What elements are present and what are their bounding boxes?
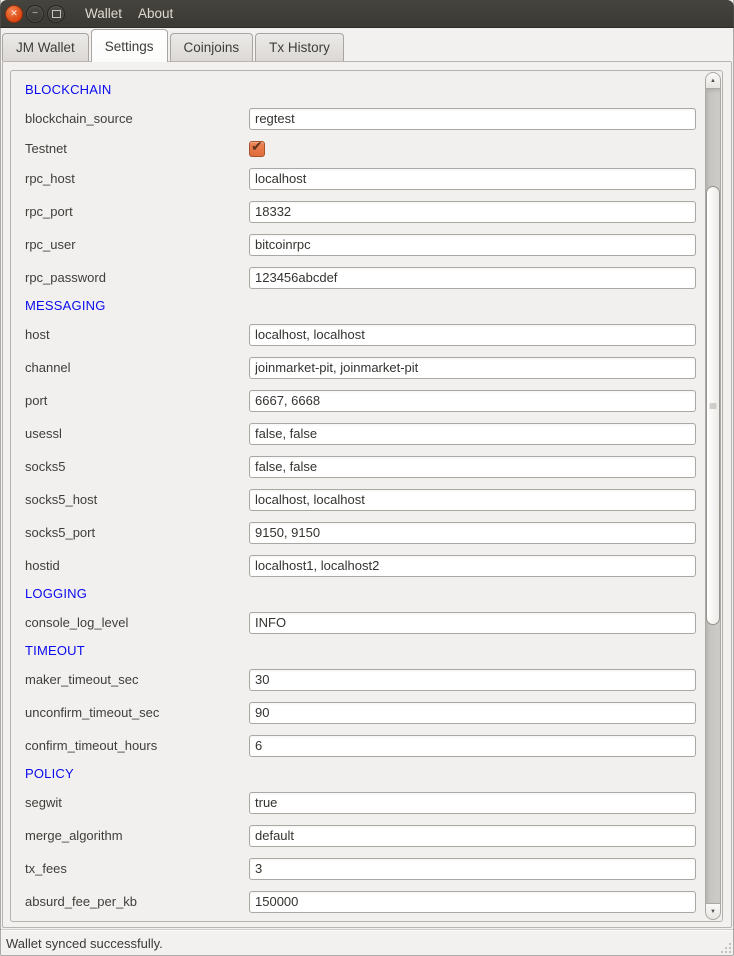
form-row-blockchain-source (11, 102, 704, 135)
form-row-testnet (11, 135, 704, 162)
form-row-rpc-user (11, 228, 704, 261)
titlebar (0, 0, 734, 28)
rpc-port-input[interactable] (249, 201, 696, 223)
form-row-maker-timeout-sec (11, 663, 704, 696)
tx-fees-label: tx_fees (25, 861, 67, 876)
absurd-fee-per-kb-input[interactable] (249, 891, 696, 913)
form-row-rpc-password (11, 261, 704, 294)
form-row-usessl (11, 417, 704, 450)
tab-label: Settings (104, 38, 154, 54)
scrollbar-up-button[interactable] (705, 72, 721, 89)
absurd-fee-per-kb-label: absurd_fee_per_kb (25, 894, 138, 909)
section-title-messaging: MESSAGING (25, 298, 106, 313)
socks5-input[interactable] (249, 456, 696, 478)
form-row-absurd-fee-per-kb (11, 885, 704, 918)
rpc-user-input[interactable] (249, 234, 696, 256)
form-row-host (11, 318, 704, 351)
confirm-timeout-hours-label: confirm_timeout_hours (25, 738, 158, 753)
section-title-timeout: TIMEOUT (25, 643, 85, 658)
form-row-segwit (11, 786, 704, 819)
scrollbar-thumb[interactable] (706, 186, 720, 625)
blockchain-source-input[interactable] (249, 108, 696, 130)
maximize-button[interactable] (47, 5, 65, 23)
testnet-label: Testnet (25, 141, 67, 156)
form-row-tx-fees (11, 852, 704, 885)
section-title-policy: POLICY (25, 766, 74, 781)
section-title-logging: LOGGING (25, 586, 88, 601)
rpc-password-label: rpc_password (25, 270, 106, 285)
form-row-hostid (11, 549, 704, 582)
check-icon: ✔ (251, 137, 263, 154)
close-button[interactable] (5, 5, 23, 23)
form-row-partial (11, 918, 704, 922)
rpc-user-label: rpc_user (25, 237, 76, 252)
host-label: host (25, 327, 50, 342)
tab-label: JM Wallet (16, 40, 75, 55)
tab-label: Tx History (269, 40, 330, 55)
status-message: Wallet synced successfully. (6, 935, 163, 951)
socks5-host-input[interactable] (249, 489, 696, 511)
close-icon: ✕ (10, 8, 18, 18)
scroll-up-icon: ▲ (710, 77, 716, 84)
port-label: port (25, 393, 48, 408)
minimize-button[interactable] (26, 5, 44, 23)
section-title-blockchain: BLOCKCHAIN (25, 82, 112, 97)
form-row-rpc-host (11, 162, 704, 195)
vertical-scrollbar[interactable] (705, 72, 721, 920)
segwit-label: segwit (25, 795, 62, 810)
scrollbar-grip-icon (710, 403, 717, 408)
form-row-unconfirm-timeout-sec (11, 696, 704, 729)
resize-grip-icon[interactable] (718, 940, 732, 954)
scrollbar-track[interactable] (705, 89, 721, 903)
tx-fees-input[interactable] (249, 858, 696, 880)
form-row-confirm-timeout-hours (11, 729, 704, 762)
socks5-host-label: socks5_host (25, 492, 98, 507)
maker-timeout-sec-input[interactable] (249, 669, 696, 691)
segwit-input[interactable] (249, 792, 696, 814)
rpc-host-input[interactable] (249, 168, 696, 190)
status-bar (0, 929, 734, 956)
maximize-icon (52, 10, 61, 18)
rpc-port-label: rpc_port (25, 204, 73, 219)
rpc-password-input[interactable] (249, 267, 696, 289)
tab-bar (0, 28, 734, 62)
settings-form (11, 71, 704, 922)
window-controls (0, 5, 65, 23)
socks5-label: socks5 (25, 459, 66, 474)
merge-algorithm-input[interactable] (249, 825, 696, 847)
console-log-level-label: console_log_level (25, 615, 129, 630)
form-row-socks5 (11, 450, 704, 483)
scroll-down-icon: ▼ (710, 908, 716, 915)
tab-jm-wallet[interactable] (2, 33, 89, 61)
menu-about[interactable]: About (138, 6, 174, 21)
unconfirm-timeout-sec-label: unconfirm_timeout_sec (25, 705, 160, 720)
console-log-level-input[interactable] (249, 612, 696, 634)
form-row-rpc-port (11, 195, 704, 228)
form-row-socks5-host (11, 483, 704, 516)
form-row-console-log-level (11, 606, 704, 639)
menu-wallet[interactable]: Wallet (85, 6, 123, 21)
form-row-socks5-port (11, 516, 704, 549)
channel-label: channel (25, 360, 71, 375)
usessl-input[interactable] (249, 423, 696, 445)
socks5-port-input[interactable] (249, 522, 696, 544)
form-row-merge-algorithm (11, 819, 704, 852)
menubar (77, 2, 181, 25)
form-row-channel (11, 351, 704, 384)
settings-scroll-area (10, 70, 723, 922)
host-input[interactable] (249, 324, 696, 346)
hostid-input[interactable] (249, 555, 696, 577)
confirm-timeout-hours-input[interactable] (249, 735, 696, 757)
testnet-checkbox[interactable] (249, 137, 265, 157)
rpc-host-label: rpc_host (25, 171, 75, 186)
unconfirm-timeout-sec-input[interactable] (249, 702, 696, 724)
hostid-label: hostid (25, 558, 60, 573)
port-input[interactable] (249, 390, 696, 412)
merge-algorithm-label: merge_algorithm (25, 828, 123, 843)
scrollbar-down-button[interactable] (705, 903, 721, 920)
usessl-label: usessl (25, 426, 62, 441)
maker-timeout-sec-label: maker_timeout_sec (25, 672, 139, 687)
tab-coinjoins[interactable] (170, 33, 254, 61)
blockchain-source-label: blockchain_source (25, 111, 133, 126)
form-row-port (11, 384, 704, 417)
minimize-icon: − (32, 7, 38, 19)
tab-settings[interactable] (91, 29, 168, 62)
tab-label: Coinjoins (183, 40, 240, 55)
channel-input[interactable] (249, 357, 696, 379)
tab-tx-history[interactable] (255, 33, 344, 61)
socks5-port-label: socks5_port (25, 525, 96, 540)
